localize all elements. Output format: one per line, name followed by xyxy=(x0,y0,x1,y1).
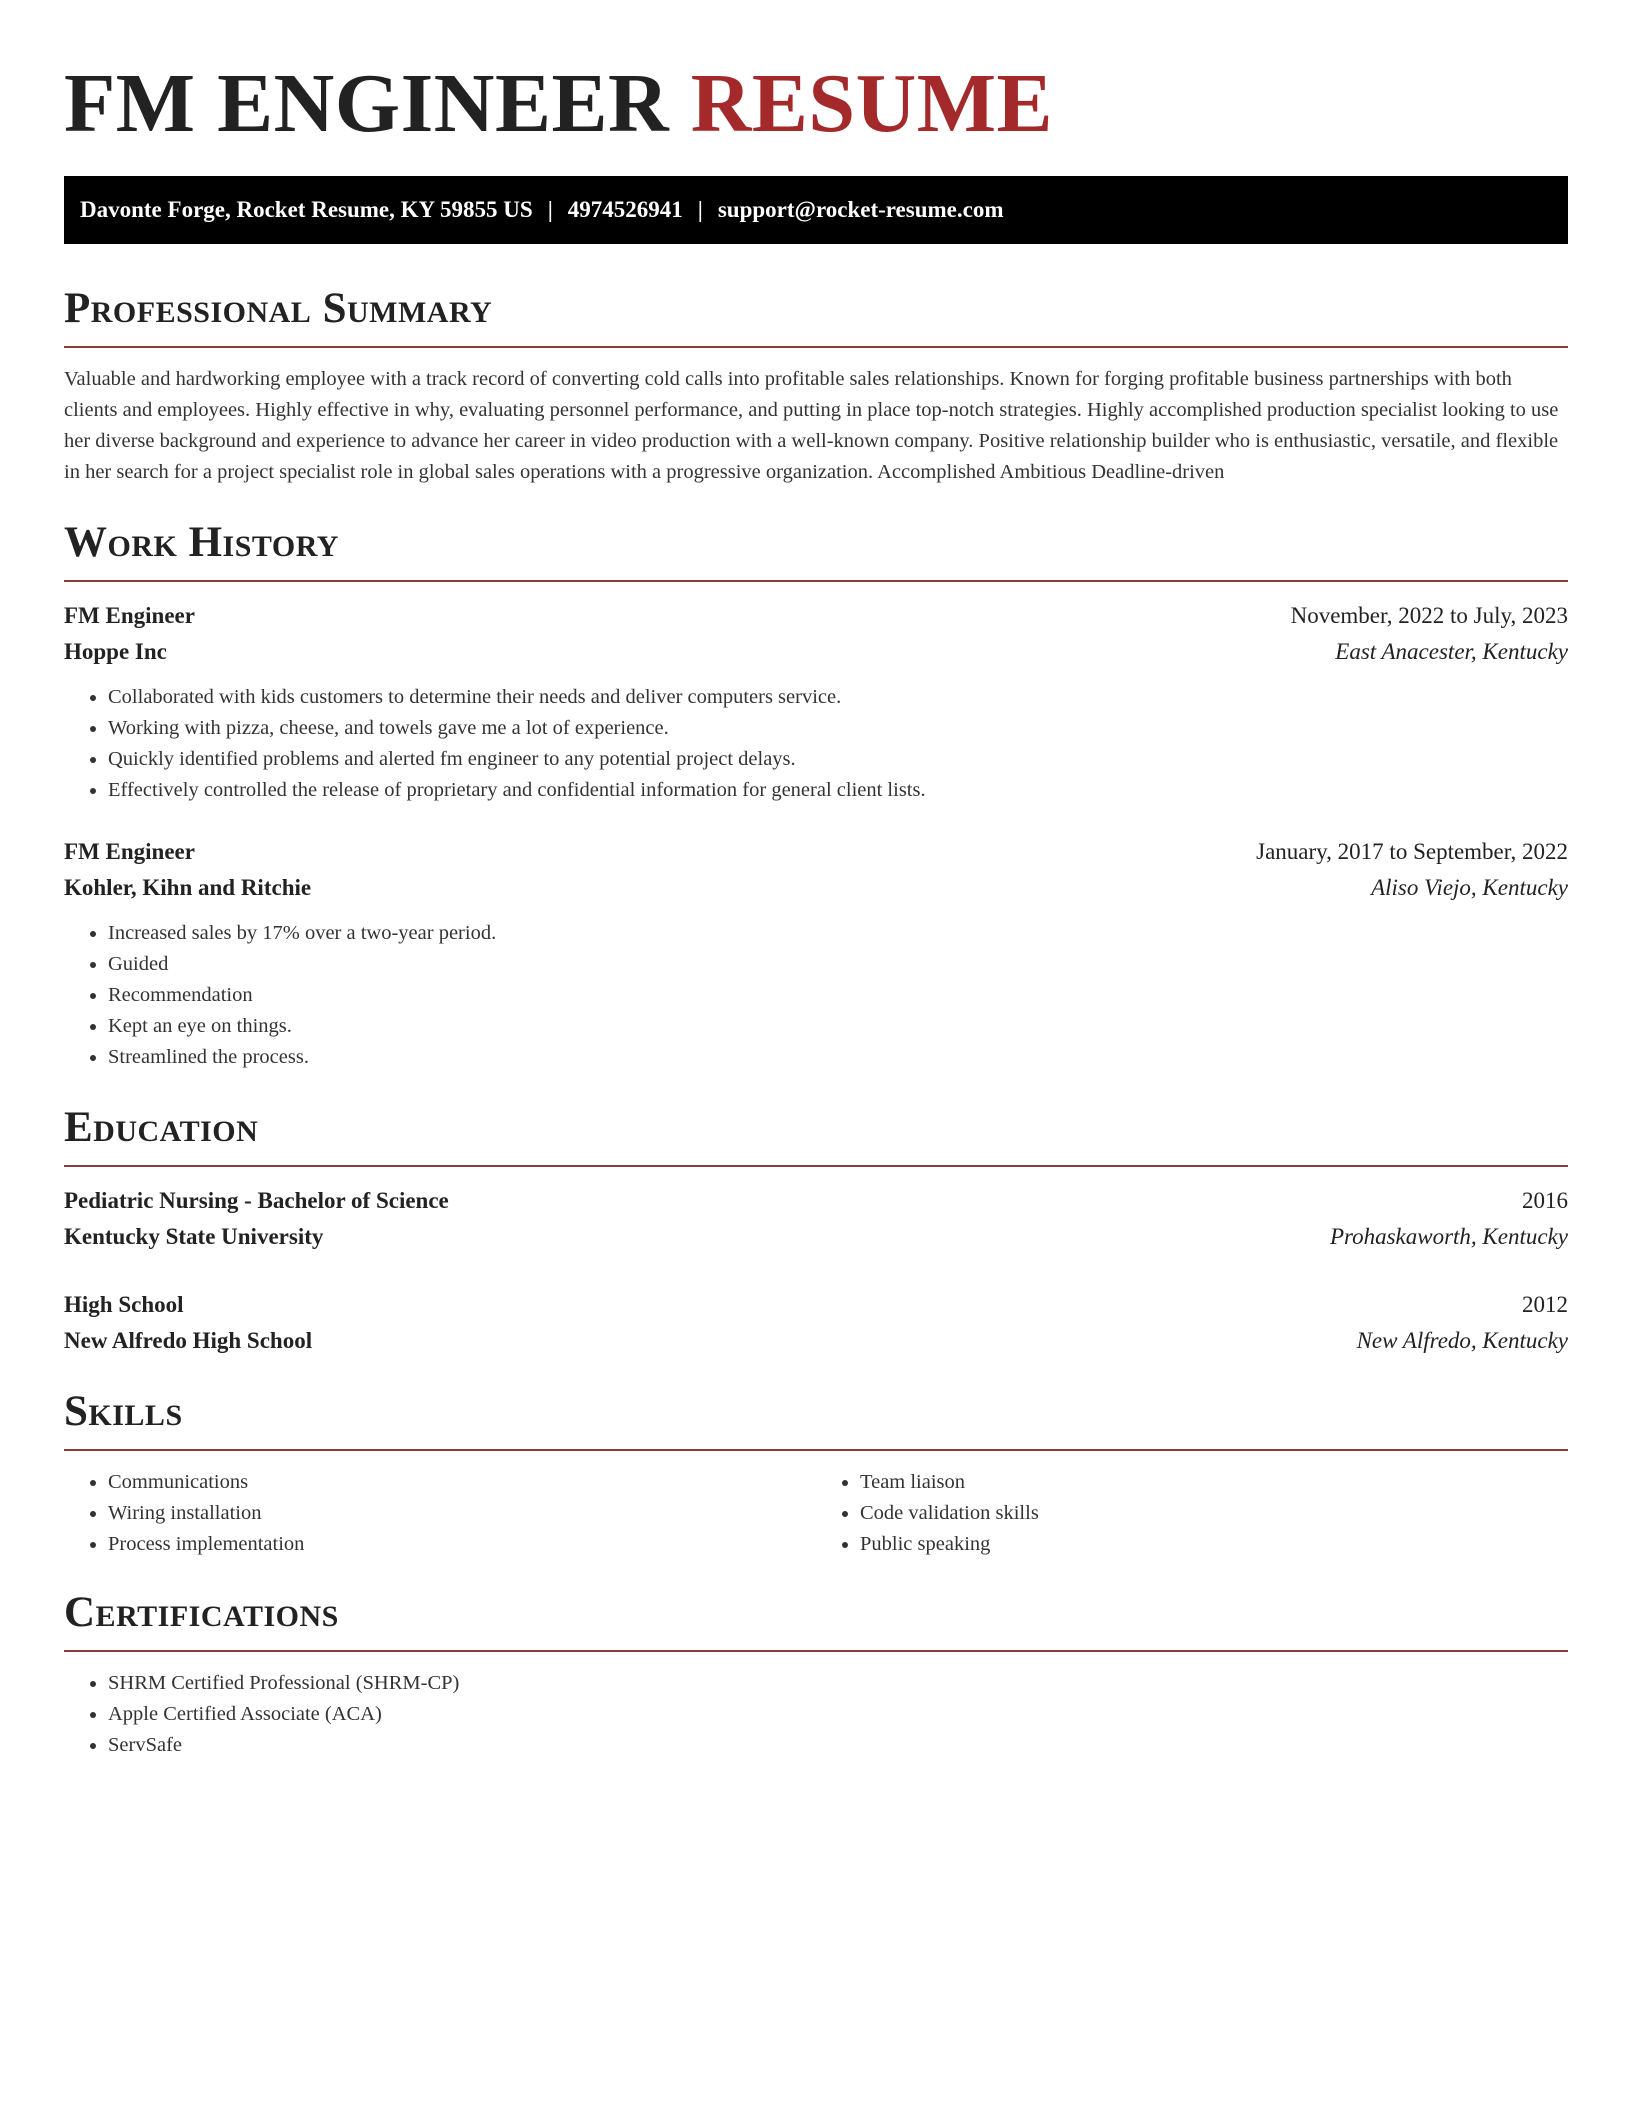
work-history-section xyxy=(64,516,1568,1073)
list-item: • Apple Certified Associate (ACA) xyxy=(108,1699,1568,1730)
graduation-year: 2016 xyxy=(1522,1188,1568,1213)
degree-row xyxy=(64,1287,1568,1323)
contact-separator: | xyxy=(547,197,553,222)
degree-name: High School xyxy=(64,1292,184,1317)
certifications-section xyxy=(64,1586,1568,1761)
certifications-list xyxy=(64,1668,1568,1761)
section-divider xyxy=(64,1650,1568,1652)
list-item: • Public speaking xyxy=(860,1529,1568,1560)
job-dates: November, 2022 to July, 2023 xyxy=(1290,603,1568,628)
job-bullets xyxy=(64,918,1568,1073)
contact-bar xyxy=(64,176,1568,244)
list-item: • Working with pizza, cheese, and towels gave me a lot of experience. xyxy=(108,713,1568,744)
list-item: • Process implementation xyxy=(108,1529,816,1560)
job-title: FM Engineer xyxy=(64,839,195,864)
list-item: • ServSafe xyxy=(108,1730,1568,1761)
section-heading-certifications: Certifications xyxy=(64,1589,339,1636)
job-entry xyxy=(64,598,1568,806)
list-item: • Communications xyxy=(108,1467,816,1498)
list-item: • Quickly identified problems and alerted fm engineer to any potential project delays. xyxy=(108,744,1568,775)
section-heading-skills: Skills xyxy=(64,1388,183,1435)
education-section xyxy=(64,1101,1568,1359)
skills-column-left xyxy=(64,1467,816,1560)
list-item: • Wiring installation xyxy=(108,1498,816,1529)
list-item: • Recommendation xyxy=(108,980,1568,1011)
job-entry xyxy=(64,834,1568,1073)
section-divider xyxy=(64,580,1568,582)
graduation-year: 2012 xyxy=(1522,1292,1568,1317)
job-location: East Anacester, Kentucky xyxy=(1335,639,1568,664)
contact-phone: 4974526941 xyxy=(567,197,683,222)
skills-grid xyxy=(64,1467,1568,1560)
school-row xyxy=(64,1219,1568,1255)
job-company-row xyxy=(64,634,1568,670)
contact-address: Davonte Forge, Rocket Resume, KY 59855 US xyxy=(80,197,533,222)
job-location: Aliso Viejo, Kentucky xyxy=(1371,875,1568,900)
contact-email[interactable]: support@rocket-resume.com xyxy=(717,197,1004,222)
professional-summary-section xyxy=(64,282,1568,488)
section-divider xyxy=(64,346,1568,348)
title-main: FM ENGINEER xyxy=(64,57,670,150)
list-item: • Increased sales by 17% over a two-year period. xyxy=(108,918,1568,949)
job-company-row xyxy=(64,870,1568,906)
section-divider xyxy=(64,1165,1568,1167)
section-divider xyxy=(64,1449,1568,1451)
list-item: • Kept an eye on things. xyxy=(108,1011,1568,1042)
resume-title xyxy=(64,54,1568,154)
list-item: • Team liaison xyxy=(860,1467,1568,1498)
degree-row xyxy=(64,1183,1568,1219)
job-dates: January, 2017 to September, 2022 xyxy=(1256,839,1568,864)
list-item: • Code validation skills xyxy=(860,1498,1568,1529)
section-heading-education: Education xyxy=(64,1104,259,1151)
job-title-row xyxy=(64,834,1568,870)
job-company: Kohler, Kihn and Ritchie xyxy=(64,875,312,900)
list-item: • Streamlined the process. xyxy=(108,1042,1568,1073)
list-item: • SHRM Certified Professional (SHRM-CP) xyxy=(108,1668,1568,1699)
school-name: Kentucky State University xyxy=(64,1224,324,1249)
skills-section xyxy=(64,1385,1568,1560)
job-company: Hoppe Inc xyxy=(64,639,167,664)
title-accent: RESUME xyxy=(690,57,1054,150)
school-name: New Alfredo High School xyxy=(64,1328,313,1353)
school-row xyxy=(64,1323,1568,1359)
degree-name: Pediatric Nursing - Bachelor of Science xyxy=(64,1188,449,1213)
contact-separator: | xyxy=(697,197,703,222)
list-item: • Effectively controlled the release of proprietary and confidential information for general client lists. xyxy=(108,775,1568,806)
section-heading-work: Work History xyxy=(64,519,339,566)
section-heading-summary: Professional Summary xyxy=(64,285,493,332)
job-bullets xyxy=(64,682,1568,806)
school-location: Prohaskaworth, Kentucky xyxy=(1329,1224,1568,1249)
skills-column-right xyxy=(816,1467,1568,1560)
school-location: New Alfredo, Kentucky xyxy=(1356,1328,1568,1353)
education-entry xyxy=(64,1287,1568,1359)
education-entry xyxy=(64,1183,1568,1255)
job-title-row xyxy=(64,598,1568,634)
list-item: • Collaborated with kids customers to determine their needs and deliver computers service. xyxy=(108,682,1568,713)
job-title: FM Engineer xyxy=(64,603,195,628)
list-item: • Guided xyxy=(108,949,1568,980)
summary-text: Valuable and hardworking employee with a track record of converting cold calls into profitable sales relationships. Known for forging profitable business partnerships with both clients and employees. Highly effective in why, evaluating personnel performance, and putting in place top-notch strategies. Highly accomplished production specialist looking to use her diverse background and experience to advance her career in video production with a well-known company. Positive relationship builder who is enthusiastic, versatile, and flexible in her search for a project specialist role in global sales operations with a progressive organization. Accomplished Ambitious Deadline-driven xyxy=(64,368,1559,483)
